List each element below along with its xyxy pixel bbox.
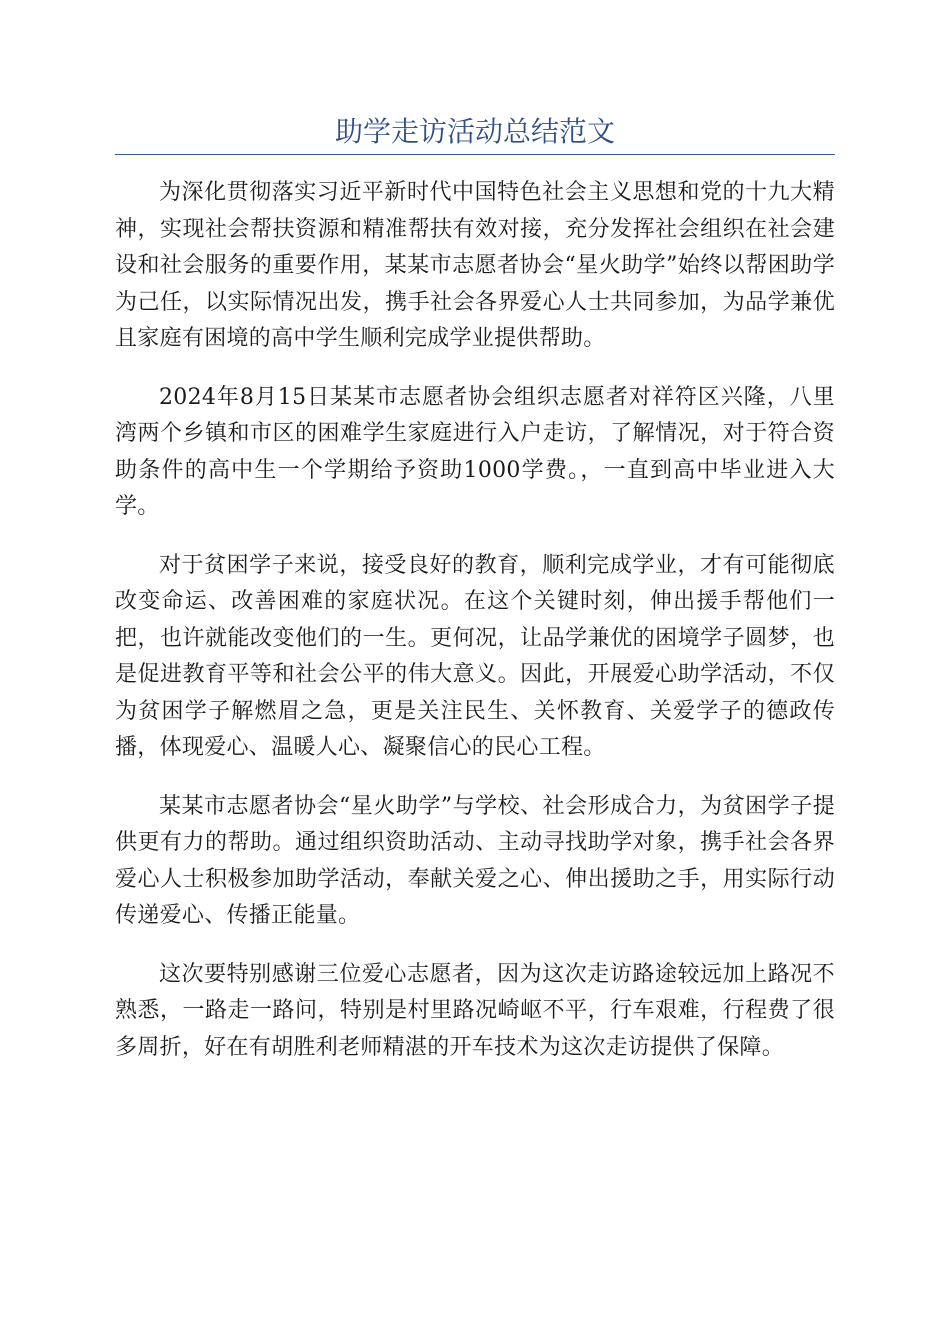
paragraph-visit-details: 2024年8月15日某某市志愿者协会组织志愿者对祥符区兴隆，八里湾两个乡镇和市区的困难学生家庭进行入户走访，了解情况，对于符合资助条件的高中生一个学期给予资助1000学费。，一直到高中毕业进入大学。 bbox=[115, 384, 835, 519]
paragraph-cooperation: 某某市志愿者协会“星火助学”与学校、社会形成合力，为贫困学子提供更有力的帮助。通过组织资助活动、主动寻找助学对象，携手社会各界爱心人士积极参加助学活动，奉献关爱之心、伸出援助之手，用实际行动传递爱心、传播正能量。 bbox=[115, 793, 835, 928]
document-body bbox=[115, 175, 835, 1088]
paragraph-significance: 对于贫困学子来说，接受良好的教育，顺利完成学业，才有可能彻底改变命运、改善困难的家庭状况。在这个关键时刻，伸出援手帮他们一把，也许就能改变他们的一生。更何况，让品学兼优的困境学子圆梦，也是促进教育平等和社会公平的伟大意义。因此，开展爱心助学活动，不仅为贫困学子解燃眉之急，更是关注民生、关怀教育、关爱学子的德政传播，体现爱心、温暖人心、凝聚信心的民心工程。 bbox=[115, 552, 835, 760]
title-underline bbox=[115, 154, 835, 155]
paragraph-thanks: 这次要特别感谢三位爱心志愿者，因为这次走访路途较远加上路况不熟悉，一路走一路问，特别是村里路况崎岖不平，行车艰难，行程费了很多周折，好在有胡胜利老师精湛的开车技术为这次走访提供了保障。 bbox=[115, 961, 835, 1060]
paragraph-intro: 为深化贯彻落实习近平新时代中国特色社会主义思想和党的十九大精神，实现社会帮扶资源和精准帮扶有效对接，充分发挥社会组织在社会建设和社会服务的重要作用，某某市志愿者协会“星火助学”始终以帮困助学为己任，以实际情况出发，携手社会各界爱心人士共同参加，为品学兼优且家庭有困境的高中学生顺利完成学业提供帮助。 bbox=[115, 180, 835, 351]
document-title: 助学走访活动总结范文 bbox=[334, 115, 615, 148]
